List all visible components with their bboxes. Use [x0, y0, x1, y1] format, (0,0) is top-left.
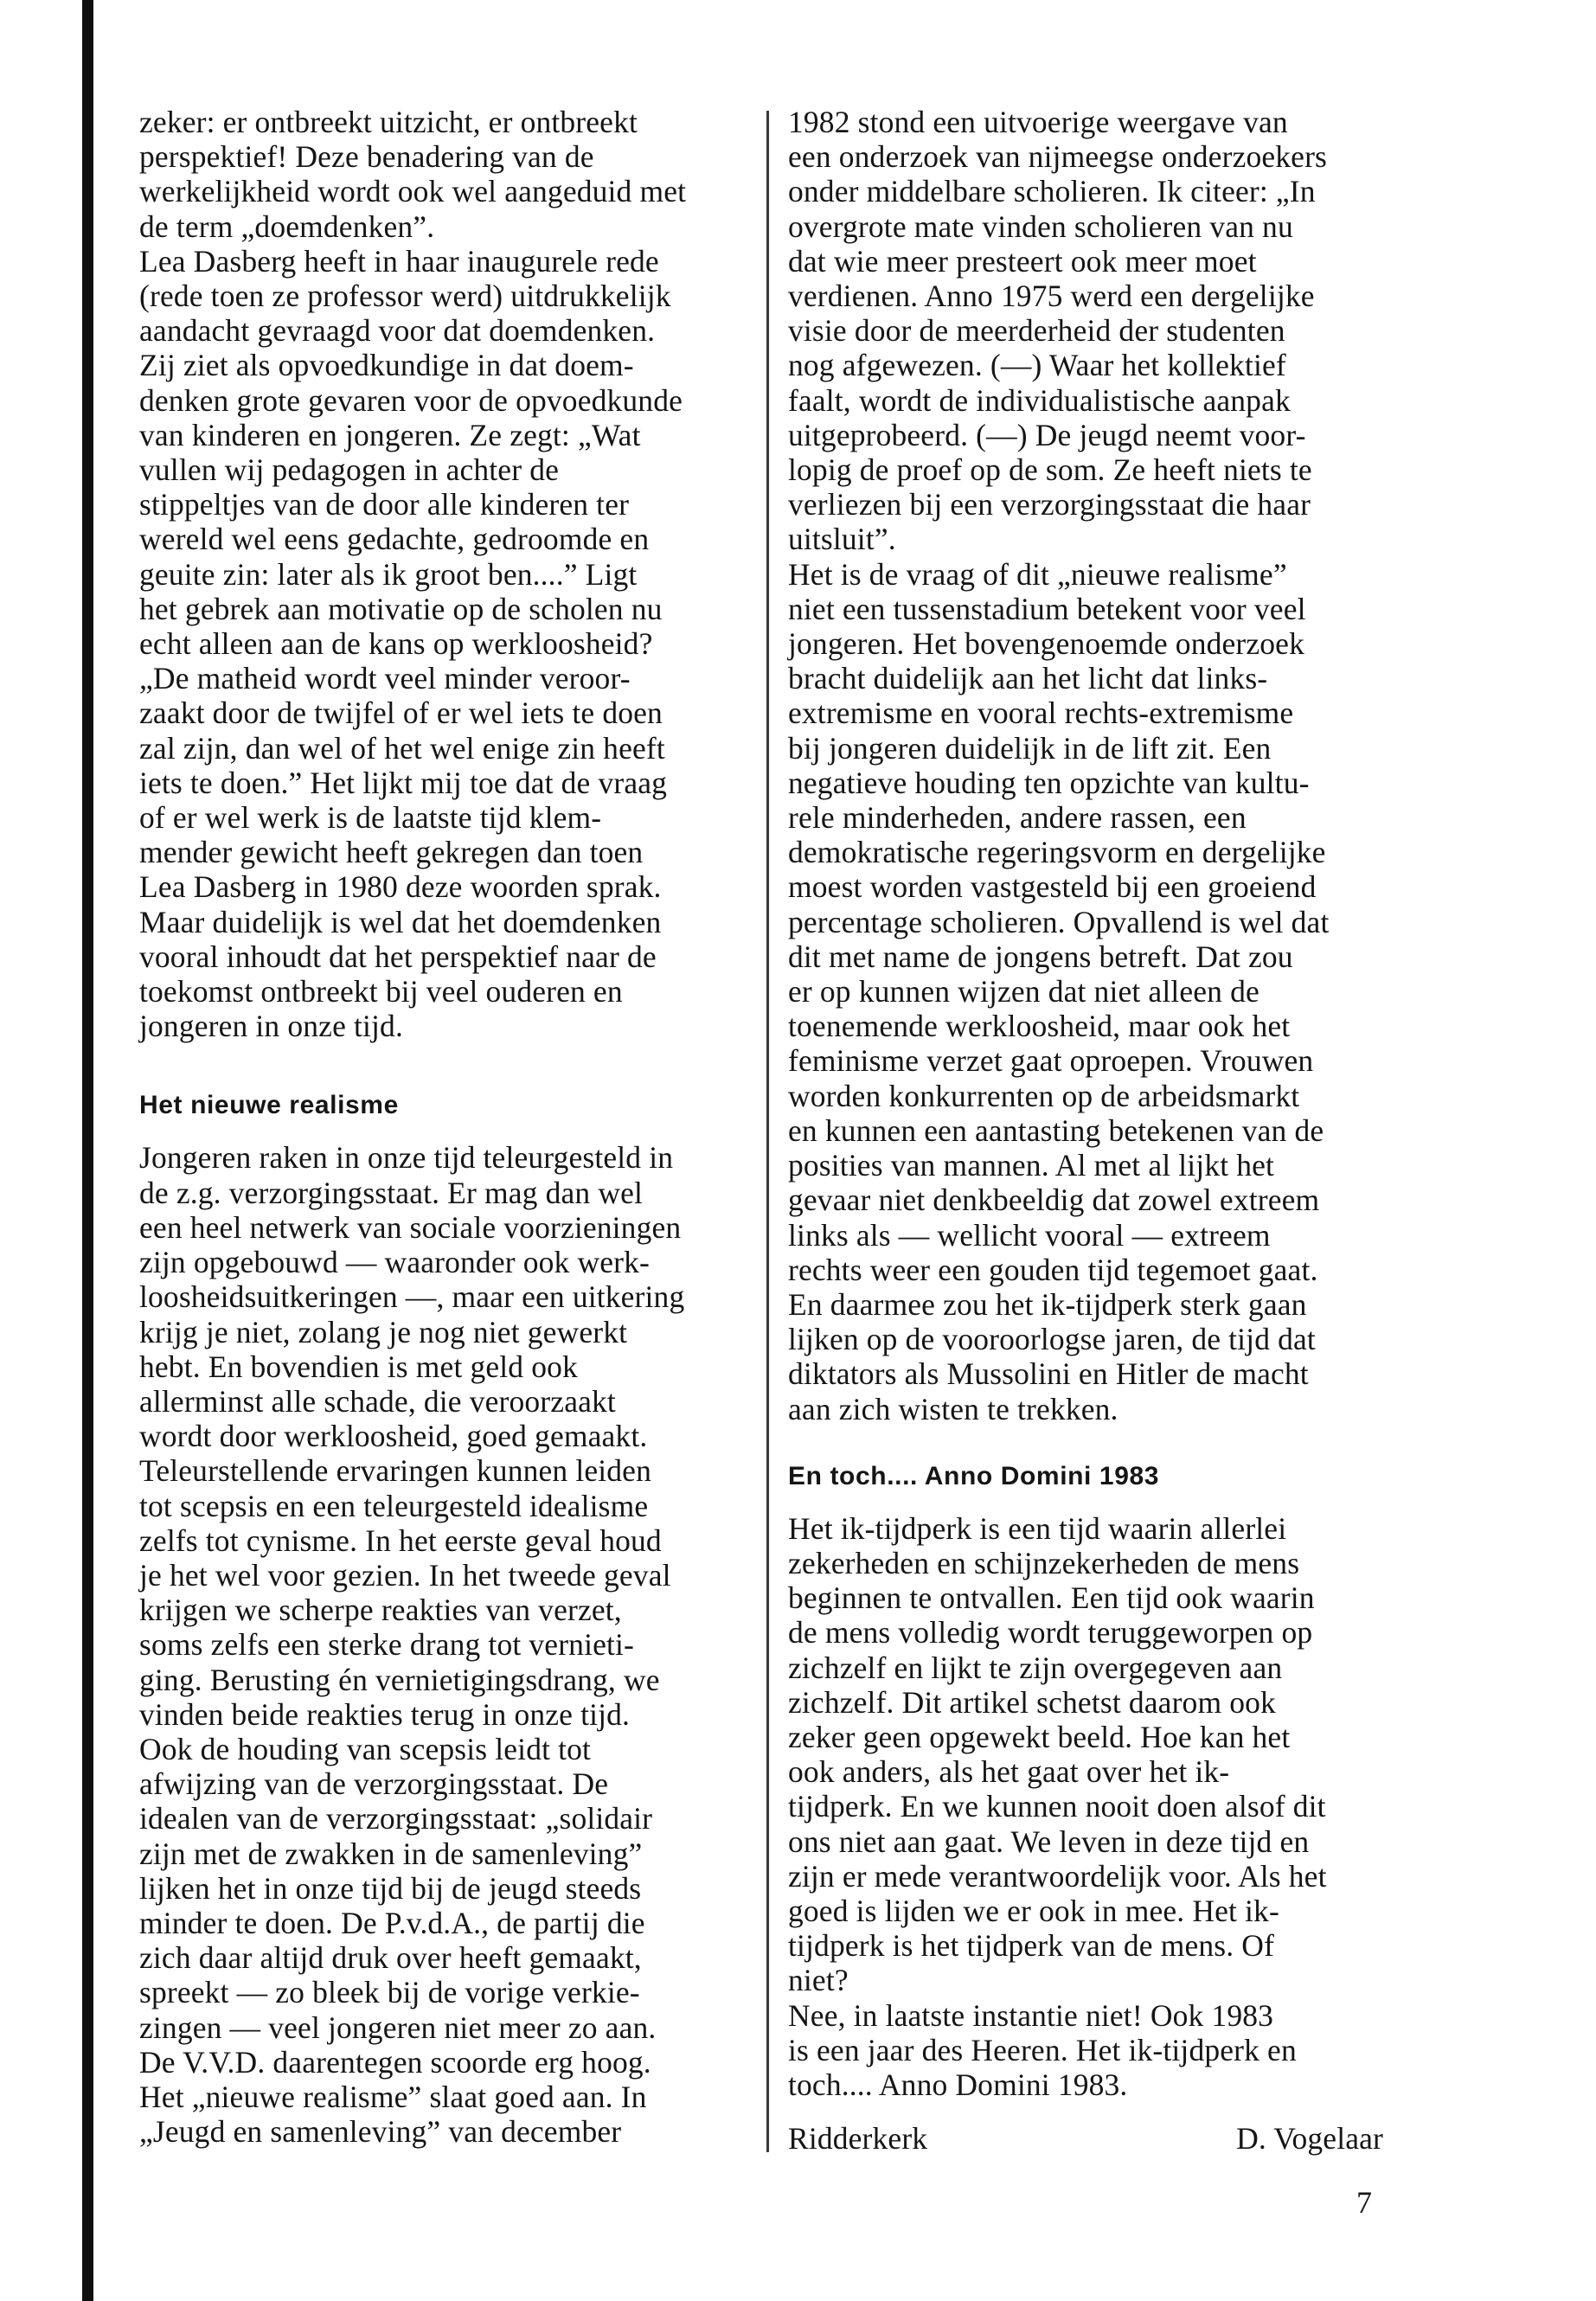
text-line: stippeltjes van de door alle kinderen ter: [139, 487, 630, 522]
scan-edge-bar: [82, 0, 93, 2301]
text-line: is een jaar des Heeren. Het ik-tijdperk en: [788, 2032, 1297, 2067]
text-line: geuite zin: later als ik groot ben....” Ligt: [139, 556, 638, 592]
text-line: lijken op de vooroorlogse jaren, de tijd dat: [788, 1322, 1316, 1357]
text-line: aandacht gevraagd voor dat doemdenken.: [139, 313, 656, 349]
text-line: Het ik-tijdperk is een tijd waarin allerlei: [788, 1510, 1287, 1546]
text-line: en kunnen een aantasting betekenen van de: [788, 1112, 1324, 1148]
text-line: afwijzing van de verzorgingsstaat. De: [139, 1766, 609, 1802]
text-line: overgrote mate vinden scholieren van nu: [788, 208, 1293, 244]
text-line: 1982 stond een uitvoerige weergave van: [788, 105, 1288, 139]
text-line: nog afgewezen. (—) Waar het kollektief: [788, 348, 1286, 383]
text-line: demokratische regeringsvorm en dergelijke: [788, 835, 1326, 870]
signature-line: [788, 2121, 1411, 2156]
signature-author: D. Vogelaar: [1236, 2121, 1383, 2157]
text-line: zijn met de zwakken in de samenleving”: [139, 1836, 643, 1871]
right-column: [788, 105, 1411, 2156]
left-column: [139, 105, 753, 2149]
text-line: zekerheden en schijnzekerheden de mens: [788, 1545, 1300, 1580]
text-line: bracht duidelijk aan het licht dat links-: [788, 661, 1268, 696]
text-line: beginnen te ontvallen. Een tijd ook waarin: [788, 1580, 1315, 1616]
text-line: vooral inhoudt dat het perspektief naar de: [139, 939, 657, 974]
section-heading-anno-domini: En toch.... Anno Domini 1983: [788, 1461, 1160, 1490]
text-line: tot scepsis en een teleurgesteld idealisme: [139, 1488, 649, 1523]
text-line: moest worden vastgesteld bij een groeiend: [788, 869, 1317, 905]
text-line: het gebrek aan motivatie op de scholen nu: [139, 591, 663, 626]
text-line: Maar duidelijk is wel dat het doemdenken: [139, 904, 662, 939]
text-line: toch.... Anno Domini 1983.: [788, 2067, 1128, 2102]
right-paragraph-2: [788, 1511, 1411, 2102]
text-line: visie door de meerderheid der studenten: [788, 313, 1285, 349]
text-line: Lea Dasberg heeft in haar inaugurele rede: [139, 243, 659, 279]
text-line: soms zelfs een sterke drang tot vernieti-: [139, 1627, 634, 1663]
text-line: goed is lijden we er ook in mee. Het ik-: [788, 1893, 1279, 1928]
text-line: posities van mannen. Al met al lijkt het: [788, 1148, 1275, 1183]
text-line: diktators als Mussolini en Hitler de macht: [788, 1356, 1309, 1392]
text-line: negatieve houding ten opzichte van kultu-: [788, 765, 1310, 800]
text-line: allerminst alle schade, die veroorzaakt: [139, 1383, 616, 1419]
text-line: een onderzoek van nijmeegse onderzoekers: [788, 139, 1328, 175]
text-line: werkelijkheid wordt ook wel aangeduid met: [139, 174, 687, 209]
text-line: zelfs tot cynisme. In het eerste geval houd: [139, 1522, 662, 1558]
text-line: rechts weer een gouden tijd tegemoet gaat.: [788, 1252, 1318, 1287]
text-line: toenemende werkloosheid, maar ook het: [788, 1009, 1291, 1044]
text-line: ons niet aan gaat. We leven in deze tijd en: [788, 1823, 1310, 1859]
page-number: 7: [1356, 2185, 1372, 2220]
text-line: je het wel voor gezien. In het tweede geval: [139, 1557, 671, 1593]
text-line: De V.V.D. daarentegen scoorde erg hoog.: [139, 2044, 651, 2080]
text-line: loosheidsuitkeringen —, maar een uitkering: [139, 1279, 685, 1315]
text-line: „De matheid wordt veel minder veroor-: [139, 661, 631, 696]
text-line: toekomst ontbreekt bij veel ouderen en: [139, 974, 623, 1009]
text-line: tijdperk. En we kunnen nooit doen alsof dit: [788, 1789, 1326, 1824]
text-line: zichzelf en lijkt te zijn overgegeven aan: [788, 1650, 1283, 1685]
text-line: verliezen bij een verzorgingsstaat die haar: [788, 487, 1311, 522]
signature-place: Ridderkerk: [788, 2121, 928, 2157]
text-line: percentage scholieren. Opvallend is wel dat: [788, 904, 1330, 939]
text-line: gevaar niet denkbeeldig dat zowel extreem: [788, 1183, 1320, 1218]
text-line: niet een tussenstadium betekent voor veel: [788, 591, 1306, 626]
text-line: Het is de vraag of dit „nieuwe realisme”: [788, 556, 1287, 592]
text-line: rele minderheden, andere rassen, een: [788, 800, 1247, 836]
text-line: wereld wel eens gedachte, gedroomde en: [139, 522, 650, 557]
text-line: zeker geen opgewekt beeld. Hoe kan het: [788, 1719, 1291, 1754]
text-line: idealen van de verzorgingsstaat: „solidair: [139, 1801, 653, 1836]
text-line: echt alleen aan de kans op werkloosheid?: [139, 626, 653, 662]
text-line: En daarmee zou het ik-tijdperk sterk gaan: [788, 1286, 1307, 1322]
text-line: zijn er mede verantwoordelijk voor. Als het: [788, 1858, 1327, 1894]
text-line: van kinderen en jongeren. Ze zegt: „Wat: [139, 417, 641, 452]
text-line: aan zich wisten te trekken.: [788, 1391, 1118, 1426]
text-line: onder middelbare scholieren. Ik citeer: „In: [788, 174, 1316, 209]
text-line: links als — wellicht vooral — extreem: [788, 1217, 1271, 1253]
text-line: zaakt door de twijfel of er wel iets te doen: [139, 695, 663, 731]
text-line: worden konkurrenten op de arbeidsmarkt: [788, 1078, 1300, 1113]
text-line: minder te doen. De P.v.d.A., de partij die: [139, 1905, 645, 1940]
text-line: feminisme verzet gaat oproepen. Vrouwen: [788, 1043, 1314, 1079]
text-line: perspektief! Deze benadering van de: [139, 139, 594, 175]
text-line: hebt. En bovendien is met geld ook: [139, 1349, 578, 1384]
text-line: krijgen we scherpe reakties van verzet,: [139, 1593, 622, 1628]
text-line: iets te doen.” Het lijkt mij toe dat de vraag: [139, 765, 668, 800]
text-line: tijdperk is het tijdperk van de mens. Of: [788, 1928, 1275, 1964]
text-line: Teleurstellende ervaringen kunnen leiden: [139, 1453, 651, 1489]
text-line: Het „nieuwe realisme” slaat goed aan. In: [139, 2079, 647, 2114]
text-line: verdienen. Anno 1975 werd een dergelijke: [788, 279, 1315, 314]
text-line: Zij ziet als opvoedkundige in dat doem-: [139, 348, 634, 383]
left-paragraph-2: [139, 1140, 753, 2149]
text-line: krijg je niet, zolang je nog niet gewerkt: [139, 1314, 628, 1349]
text-line: een heel netwerk van sociale voorzieningen: [139, 1209, 682, 1245]
text-line: mender gewicht heeft gekregen dan toen: [139, 835, 644, 870]
text-line: zingen — veel jongeren niet meer zo aan.: [139, 2009, 657, 2045]
text-line: jongeren. Het bovengenoemde onderzoek: [788, 626, 1304, 662]
text-line: de term „doemdenken”.: [139, 208, 435, 244]
text-line: extremisme en vooral rechts-extremisme: [788, 695, 1294, 731]
text-line: er op kunnen wijzen dat niet alleen de: [788, 974, 1259, 1009]
text-line: Nee, in laatste instantie niet! Ook 1983: [788, 1997, 1274, 2033]
section-heading-het-nieuwe-realisme: Het nieuwe realisme: [139, 1091, 399, 1120]
text-line: ging. Berusting én vernietigingsdrang, we: [139, 1662, 660, 1697]
text-line: zich daar altijd druk over heeft gemaakt,: [139, 1940, 642, 1976]
text-line: niet?: [788, 1963, 849, 1998]
text-line: dit met name de jongens betreft. Dat zou: [788, 939, 1293, 974]
text-line: de mens volledig wordt teruggeworpen op: [788, 1615, 1313, 1650]
text-line: spreekt — zo bleek bij de vorige verkie-: [139, 1975, 640, 2010]
text-line: zal zijn, dan wel of het wel enige zin heeft: [139, 730, 665, 766]
text-line: zichzelf. Dit artikel schetst daarom ook: [788, 1684, 1276, 1720]
right-paragraph-1: [788, 105, 1411, 1426]
text-line: (rede toen ze professor werd) uitdrukkelijk: [139, 279, 671, 314]
text-line: uitsluit”.: [788, 522, 896, 557]
text-line: Lea Dasberg in 1980 deze woorden sprak.: [139, 869, 662, 905]
left-paragraph-1: [139, 105, 753, 1043]
text-line: dat wie meer presteert ook meer moet: [788, 243, 1257, 279]
text-line: lijken het in onze tijd bij de jeugd steeds: [139, 1870, 642, 1906]
text-line: faalt, wordt de individualistische aanpak: [788, 382, 1291, 418]
text-line: Jongeren raken in onze tijd teleurgesteld in: [139, 1140, 674, 1176]
text-line: Ook de houding van scepsis leidt tot: [139, 1731, 592, 1766]
text-line: bij jongeren duidelijk in de lift zit. Een: [788, 730, 1272, 766]
text-line: ook anders, als het gaat over het ik-: [788, 1754, 1230, 1790]
text-line: of er wel werk is de laatste tijd klem-: [139, 800, 602, 836]
text-line: uitgeprobeerd. (—) De jeugd neemt voor-: [788, 417, 1306, 452]
text-line: „Jeugd en samenleving” van december: [139, 2114, 622, 2150]
column-divider: [766, 111, 769, 2152]
text-line: lopig de proef op de som. Ze heeft niets te: [788, 452, 1312, 488]
text-line: zijn opgebouwd — waaronder ook werk-: [139, 1245, 650, 1280]
text-line: de z.g. verzorgingsstaat. Er mag dan wel: [139, 1175, 644, 1210]
text-line: zeker: er ontbreekt uitzicht, er ontbreekt: [139, 105, 638, 139]
text-line: vinden beide reakties terug in onze tijd.: [139, 1696, 631, 1732]
text-line: wordt door werkloosheid, goed gemaakt.: [139, 1419, 648, 1454]
text-line: vullen wij pedagogen in achter de: [139, 452, 560, 488]
text-line: jongeren in onze tijd.: [139, 1009, 403, 1044]
text-line: denken grote gevaren voor de opvoedkunde: [139, 382, 683, 418]
